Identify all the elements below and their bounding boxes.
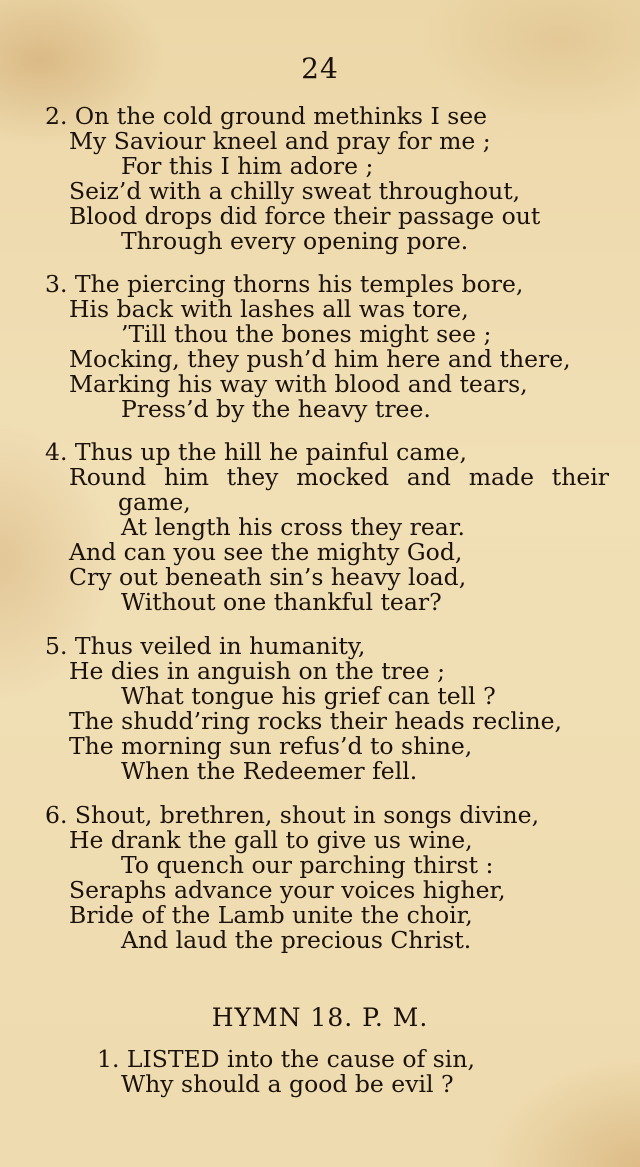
stanza-line: The morning sun refus’d to shine, [69,732,473,760]
stanza-line: ’Till thou the bones might see ; [121,320,492,348]
stanza-line: At length his cross they rear. [121,513,465,541]
stanza-line: He dies in anguish on the tree ; [69,657,446,685]
stanza-line: Press’d by the heavy tree. [121,395,431,423]
stanza-line: Seiz’d with a chilly sweat throughout, [69,177,521,205]
stanza-line: Marking his way with blood and tears, [69,370,528,398]
stanza-line: 2. On the cold ground methinks I see [45,102,488,130]
stanza-line: The shudd’ring rocks their heads recline, [69,707,562,735]
stanza-line: What tongue his grief can tell ? [121,682,496,710]
stanza-line: He drank the gall to give us wine, [69,826,473,854]
hymn-title: HYMN 18. P. M. [211,1003,429,1032]
stanza-line: For this I him adore ; [121,152,374,180]
stanza-line: Without one thankful tear? [121,588,442,616]
stanza-line: My Saviour kneel and pray for me ; [69,127,491,155]
stanza-line: 5. Thus veiled in humanity, [45,632,366,660]
stanza-line: 6. Shout, brethren, shout in songs divine, [45,801,540,829]
stanza-line: game, [118,488,191,516]
stanza-line: 3. The piercing thorns his temples bore, [45,270,524,298]
stanza-line: Cry out beneath sin’s heavy load, [69,563,467,591]
stanza-line: 4. Thus up the hill he painful came, [45,438,467,466]
stanza-line: Through every opening pore. [121,227,469,255]
stanza-line: Round him they mocked and made their [69,463,609,491]
hymn-line: Why should a good be evil ? [121,1070,454,1098]
stanza-line: Bride of the Lamb unite the choir, [69,901,473,929]
page-number: 24 [301,52,339,85]
stanza-line: Mocking, they push’d him here and there, [69,345,571,373]
stanza-line: And can you see the mighty God, [69,538,463,566]
stanza-line: Blood drops did force their passage out [69,202,541,230]
stanza-line: Seraphs advance your voices higher, [69,876,506,904]
stanza-line: His back with lashes all was tore, [69,295,469,323]
stanza-line: And laud the precious Christ. [121,926,472,954]
stanza-line: To quench our parching thirst : [121,851,494,879]
hymn-line: 1. LISTED into the cause of sin, [97,1045,475,1073]
stanza-line: When the Redeemer fell. [121,757,418,785]
